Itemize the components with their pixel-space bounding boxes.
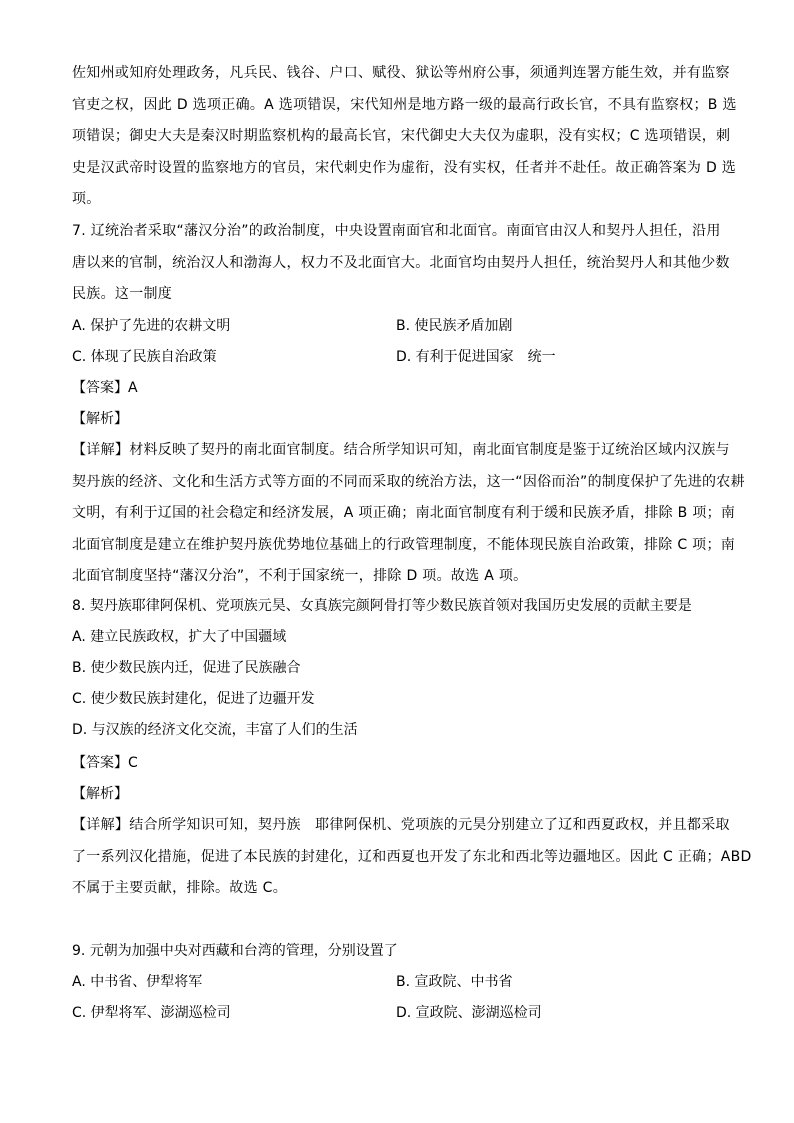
text-line: 7. 辽统治者采取“藩汉分治”的政治制度，中央设置南面官和北面官。南面官由汉人和契丹人担任，沿用 (72, 223, 721, 239)
text-line: 【详解】结合所学知识可知，契丹族 耶律阿保机、党项族的元昊分别建立了辽和西夏政权，并且都采取 (72, 817, 730, 833)
option-a: A. 保护了先进的农耕文明 (72, 318, 231, 334)
text-line: 民族。这一制度 (72, 286, 173, 302)
question-8-stem: 8. 契丹族耶律阿保机、党项族元昊、女真族完颜阿骨打等少数民族首领对我国历史发展的贡献主要是 (72, 598, 692, 614)
question-7-answer: 【答案】A (72, 380, 138, 396)
question-7-analysis-label: 【解析】 (72, 411, 128, 427)
option-d: D. 宣政院、澎湖巡检司 (396, 1005, 542, 1021)
text-line: 了一系列汉化措施，促进了本民族的封建化，辽和西夏也开发了东北和西北等边疆地区。因此 C 正确；ABD (72, 848, 752, 865)
option-b: B. 宣政院、中书省 (396, 974, 513, 990)
question-7-detail (72, 435, 745, 593)
question-8-answer: 【答案】C (72, 755, 138, 771)
text-line: 文明，有利于辽国的社会稳定和经济发展，A 项正确；南北面官制度有利于缓和民族矛盾，排除 B 项；南 (72, 505, 736, 521)
text-line: 北面官制度是建立在维护契丹族优势地位基础上的行政管理制度，不能体现民族自治政策，排除 C 项；南 (72, 536, 736, 553)
text-line: 史是汉武帝时设置的监察地方的官员，宋代刺史作为虚衔，没有实权，任者并不赴任。故正确答案为 D 选 (72, 159, 737, 176)
question-8-analysis-label: 【解析】 (72, 786, 128, 802)
text-line: 【详解】材料反映了契丹的南北面官制度。结合所学知识可知，南北面官制度是鉴于辽统治区域内汉族与 (72, 442, 730, 458)
option-c: C. 体现了民族自治政策 (72, 349, 217, 365)
option-c: C. 使少数民族封建化，促进了边疆开发 (72, 691, 315, 707)
question-7-options-row-1 (72, 311, 724, 342)
option-b: B. 使民族矛盾加剧 (396, 318, 513, 334)
question-9-stem: 9. 元朝为加强中央对西藏和台湾的管理，分别设置了 (72, 943, 398, 959)
question-7-options-row-2 (72, 342, 724, 373)
option-d: D. 与汉族的经济文化交流，丰富了人们的生活 (72, 722, 358, 738)
text-line: 北面官制度坚持“藩汉分治”，不利于国家统一，排除 D 项。故选 A 项。 (72, 568, 528, 584)
text-line: 项错误；御史大夫是秦汉时期监察机构的最高长官，宋代御史大夫仅为虚职，没有实权；C 选项错误，刺 (72, 128, 731, 144)
question-9-options-row-1 (72, 967, 724, 998)
option-b: B. 使少数民族内迁，促进了民族融合 (72, 660, 301, 676)
question-7-stem (72, 216, 730, 311)
text-line: 佐知州或知府处理政务，凡兵民、钱谷、户口、赋役、狱讼等州府公事，须通判连署方能生效，并有监察 (72, 65, 730, 81)
text-line: 契丹族的经济、文化和生活方式等方面的不同而采取的统治方法，这一“因俗而治”的制度保护了先进的农耕 (72, 473, 745, 490)
question-9-options-row-2 (72, 998, 724, 1029)
option-c: C. 伊犁将军、澎湖巡检司 (72, 1005, 231, 1021)
option-a: A. 中书省、伊犁将军 (72, 974, 203, 990)
option-d: D. 有利于促进国家 统一 (396, 349, 556, 365)
text-line: 项。 (72, 191, 101, 207)
text-line: 唐以来的官制，统治汉人和渤海人，权力不及北面官大。北面官均由契丹人担任，统治契丹人和其他少数 (72, 254, 730, 271)
question-8-detail (72, 810, 752, 905)
intro-paragraph (72, 58, 737, 216)
option-a: A. 建立民族政权，扩大了中国疆域 (72, 629, 287, 645)
text-line: 不属于主要贡献，排除。故选 C。 (72, 880, 288, 896)
text-line: 官吏之权，因此 D 选项正确。A 选项错误，宋代知州是地方路一级的最高行政长官，不具有监察权；B 选 (72, 96, 737, 113)
